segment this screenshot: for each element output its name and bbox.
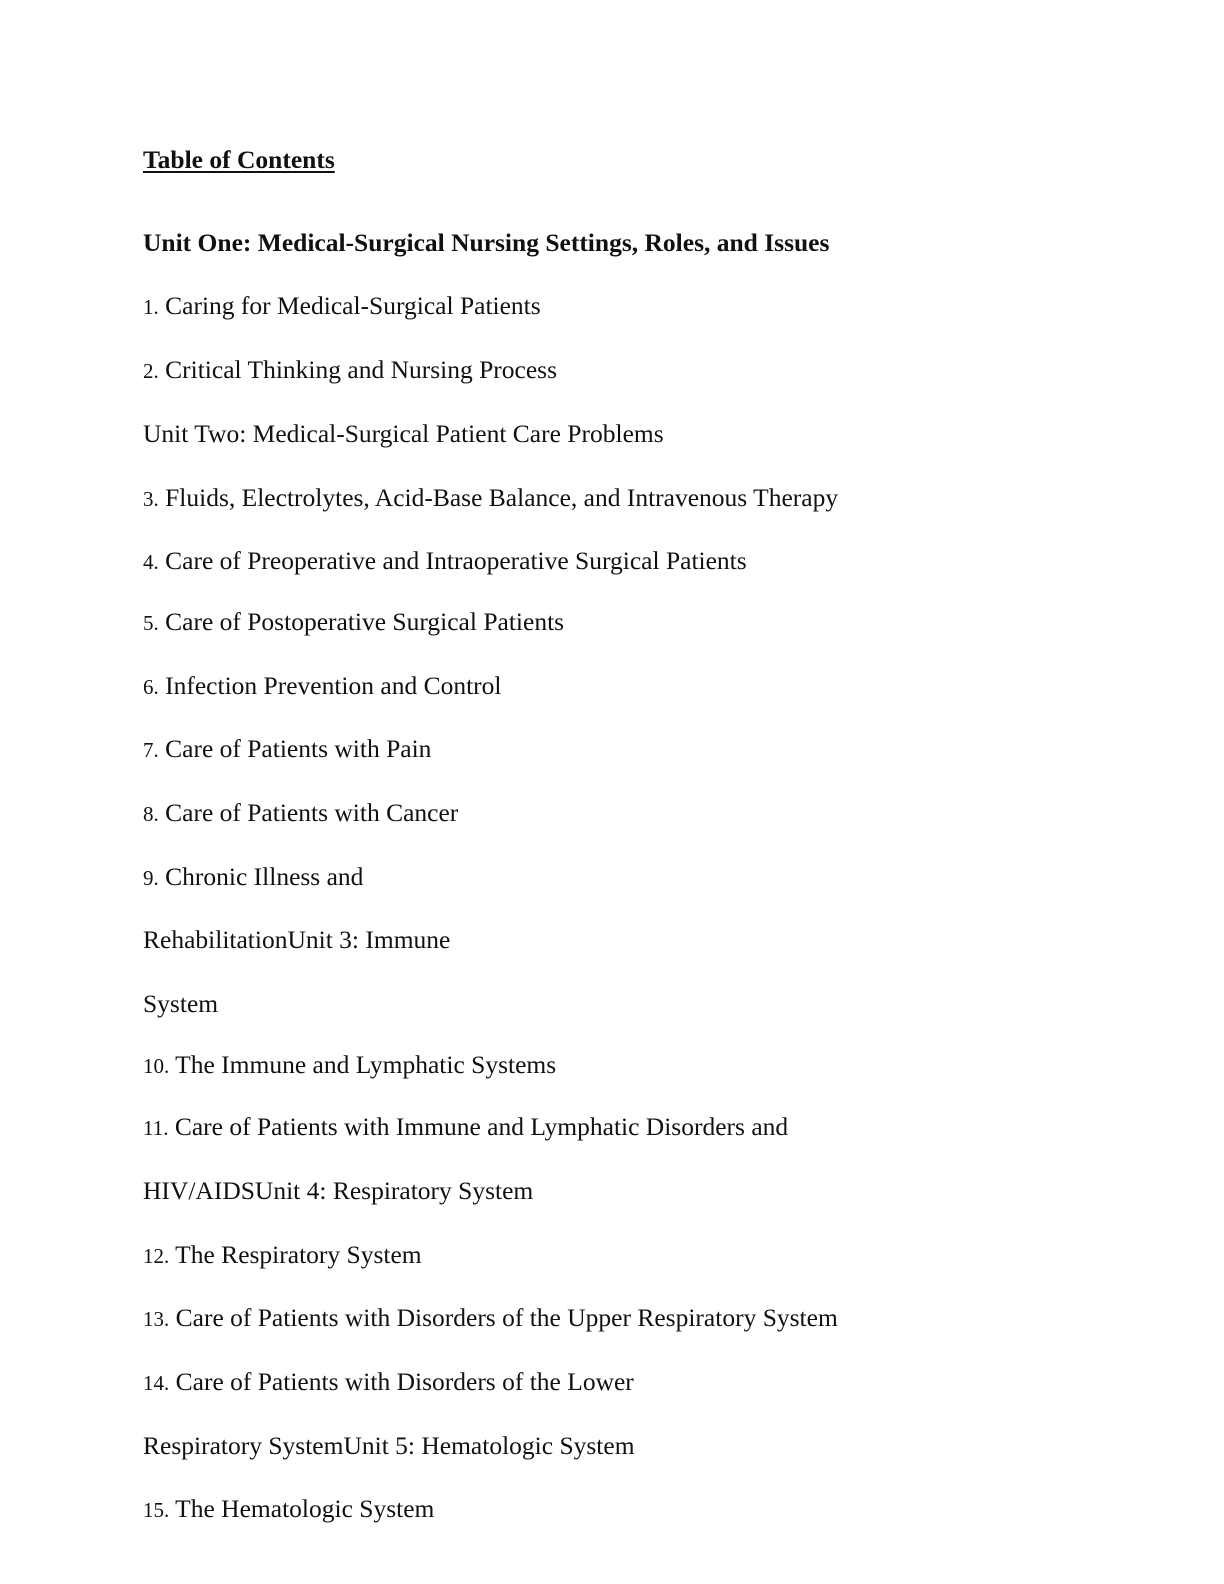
entry-title: Care of Patients with Pain: [158, 734, 432, 763]
entry-number: 9.: [143, 866, 159, 890]
toc-entry: [143, 1367, 634, 1398]
entry-title: Fluids, Electrolytes, Acid-Base Balance, and Intravenous Therapy: [158, 483, 839, 512]
toc-entry: [143, 607, 564, 638]
entry-number: 13.: [143, 1307, 170, 1331]
toc-entry: [143, 862, 363, 893]
entry-number: 15.: [143, 1498, 170, 1522]
toc-entry: [143, 1494, 434, 1525]
entry-title: The Hematologic System: [169, 1494, 435, 1523]
toc-continuation: Respiratory SystemUnit 5: Hematologic System: [143, 1431, 635, 1460]
entry-title: The Respiratory System: [169, 1240, 422, 1269]
entry-title: Chronic Illness and: [158, 862, 364, 891]
page-title: Table of Contents: [143, 145, 335, 174]
entry-title: Care of Preoperative and Intraoperative Surgical Patients: [158, 546, 747, 575]
entry-number: 2.: [143, 359, 159, 383]
unit-heading: Unit One: Medical-Surgical Nursing Settings, Roles, and Issues: [143, 228, 830, 257]
entry-number: 11.: [143, 1116, 169, 1140]
entry-title: Critical Thinking and Nursing Process: [158, 355, 558, 384]
toc-entry: [143, 546, 747, 577]
entry-number: 6.: [143, 675, 159, 699]
toc-entry: [143, 483, 838, 514]
entry-number: 8.: [143, 802, 159, 826]
toc-entry: [143, 798, 458, 829]
toc-entry: [143, 671, 502, 702]
entry-number: 14.: [143, 1371, 170, 1395]
entry-number: 10.: [143, 1054, 170, 1078]
entry-title: Care of Postoperative Surgical Patients: [158, 607, 565, 636]
entry-title: Care of Patients with Disorders of the Upper Respiratory System: [169, 1303, 838, 1332]
toc-entry: [143, 355, 557, 386]
toc-continuation: System: [143, 989, 219, 1018]
entry-number: 4.: [143, 550, 159, 574]
entry-title: Caring for Medical-Surgical Patients: [158, 291, 541, 320]
toc-continuation: RehabilitationUnit 3: Immune: [143, 925, 451, 954]
entry-title: Care of Patients with Immune and Lymphatic Disorders and: [168, 1112, 789, 1141]
unit-heading: Unit Two: Medical-Surgical Patient Care Problems: [143, 419, 664, 448]
toc-entry: [143, 1303, 838, 1334]
entry-number: 3.: [143, 487, 159, 511]
toc-entry: [143, 1112, 788, 1143]
entry-title: The Immune and Lymphatic Systems: [169, 1050, 557, 1079]
entry-number: 12.: [143, 1244, 170, 1268]
toc-continuation: HIV/AIDSUnit 4: Respiratory System: [143, 1176, 534, 1205]
entry-title: Care of Patients with Disorders of the Lower: [169, 1367, 634, 1396]
toc-entry: [143, 1050, 556, 1081]
entry-number: 5.: [143, 611, 159, 635]
toc-entry: [143, 291, 541, 322]
toc-entry: [143, 1240, 422, 1271]
toc-entry: [143, 734, 431, 765]
entry-number: 1.: [143, 295, 159, 319]
entry-title: Care of Patients with Cancer: [158, 798, 459, 827]
entry-number: 7.: [143, 738, 159, 762]
entry-title: Infection Prevention and Control: [158, 671, 502, 700]
